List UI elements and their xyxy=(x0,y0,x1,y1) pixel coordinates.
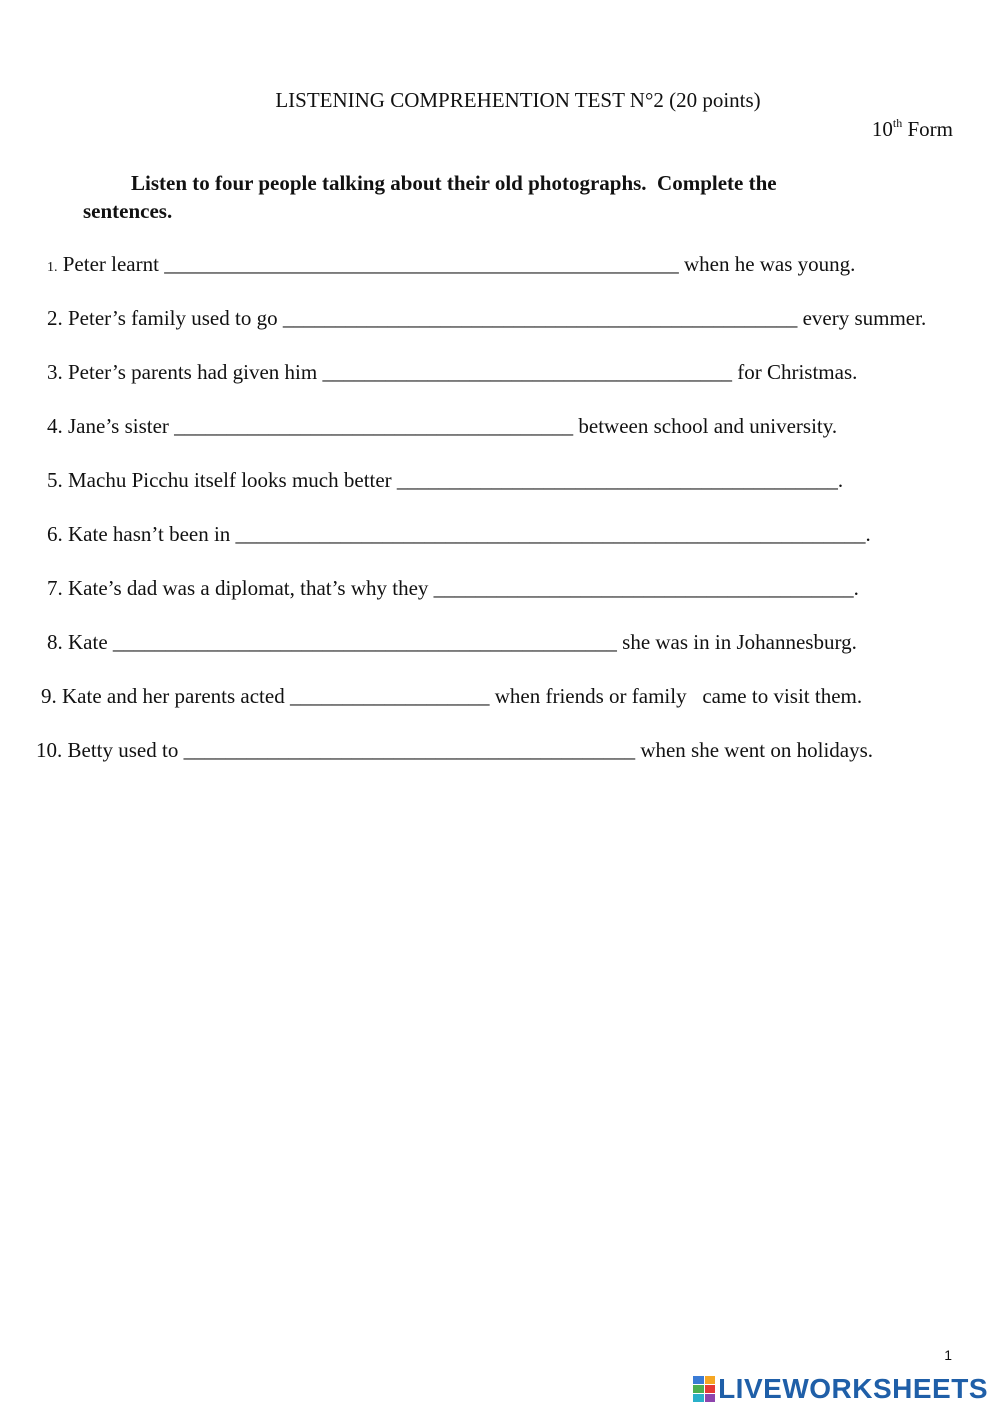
question-10 xyxy=(36,738,873,763)
instructions-line-1: Listen to four people talking about their old photographs. Complete the xyxy=(131,171,777,195)
page-number: 1 xyxy=(944,1347,952,1363)
question-3 xyxy=(47,360,857,385)
question-text: Machu Picchu itself looks much better __________________________________________. xyxy=(62,468,844,492)
page-title: LISTENING COMPREHENTION TEST N°2 (20 points) xyxy=(275,88,761,112)
question-9 xyxy=(41,684,862,709)
question-number: 2. xyxy=(47,306,63,330)
question-number: 1. xyxy=(47,260,58,275)
question-text: Kate ________________________________________________ she was in in Johannesburg. xyxy=(62,630,857,654)
question-6 xyxy=(47,522,871,547)
form-label xyxy=(872,116,953,142)
question-number: 4. xyxy=(47,414,63,438)
question-number: 10. xyxy=(36,738,63,762)
form-number: 10 xyxy=(871,117,893,141)
question-8 xyxy=(47,630,857,655)
question-7 xyxy=(47,576,859,601)
instructions-line-2: sentences. xyxy=(83,199,173,223)
question-number: 9. xyxy=(41,684,57,708)
question-text: Peter’s parents had given him _______________________________________ for Christmas. xyxy=(62,360,858,384)
question-text: Kate’s dad was a diplomat, that’s why they ________________________________________. xyxy=(62,576,859,600)
logo-square xyxy=(705,1394,716,1402)
form-suffix: th xyxy=(892,116,903,130)
question-text: Kate and her parents acted ___________________ when friends or family came to visit them. xyxy=(56,684,863,708)
logo-square xyxy=(693,1394,704,1402)
question-number: 8. xyxy=(47,630,63,654)
question-text: Peter learnt _________________________________________________ when he was young. xyxy=(57,252,856,276)
question-text: Kate hasn’t been in ____________________________________________________________. xyxy=(62,522,871,546)
logo-square xyxy=(693,1376,704,1384)
question-text: Betty used to ___________________________________________ when she went on holidays. xyxy=(62,738,874,762)
question-1 xyxy=(47,252,855,277)
question-number: 3. xyxy=(47,360,63,384)
question-text: Peter’s family used to go _________________________________________________ every summer. xyxy=(62,306,927,330)
question-5 xyxy=(47,468,843,493)
liveworksheets-logo xyxy=(693,1370,988,1408)
logo-square xyxy=(705,1376,716,1384)
question-number: 6. xyxy=(47,522,63,546)
question-number: 5. xyxy=(47,468,63,492)
logo-text: LIVEWORKSHEETS xyxy=(718,1373,988,1404)
question-4 xyxy=(47,414,837,439)
logo-square xyxy=(705,1385,716,1393)
liveworksheets-logo-icon xyxy=(693,1376,715,1402)
form-word: Form xyxy=(902,117,953,141)
logo-square xyxy=(693,1385,704,1393)
question-2 xyxy=(47,306,926,331)
question-text: Jane’s sister ______________________________________ between school and university. xyxy=(62,414,838,438)
question-number: 7. xyxy=(47,576,63,600)
